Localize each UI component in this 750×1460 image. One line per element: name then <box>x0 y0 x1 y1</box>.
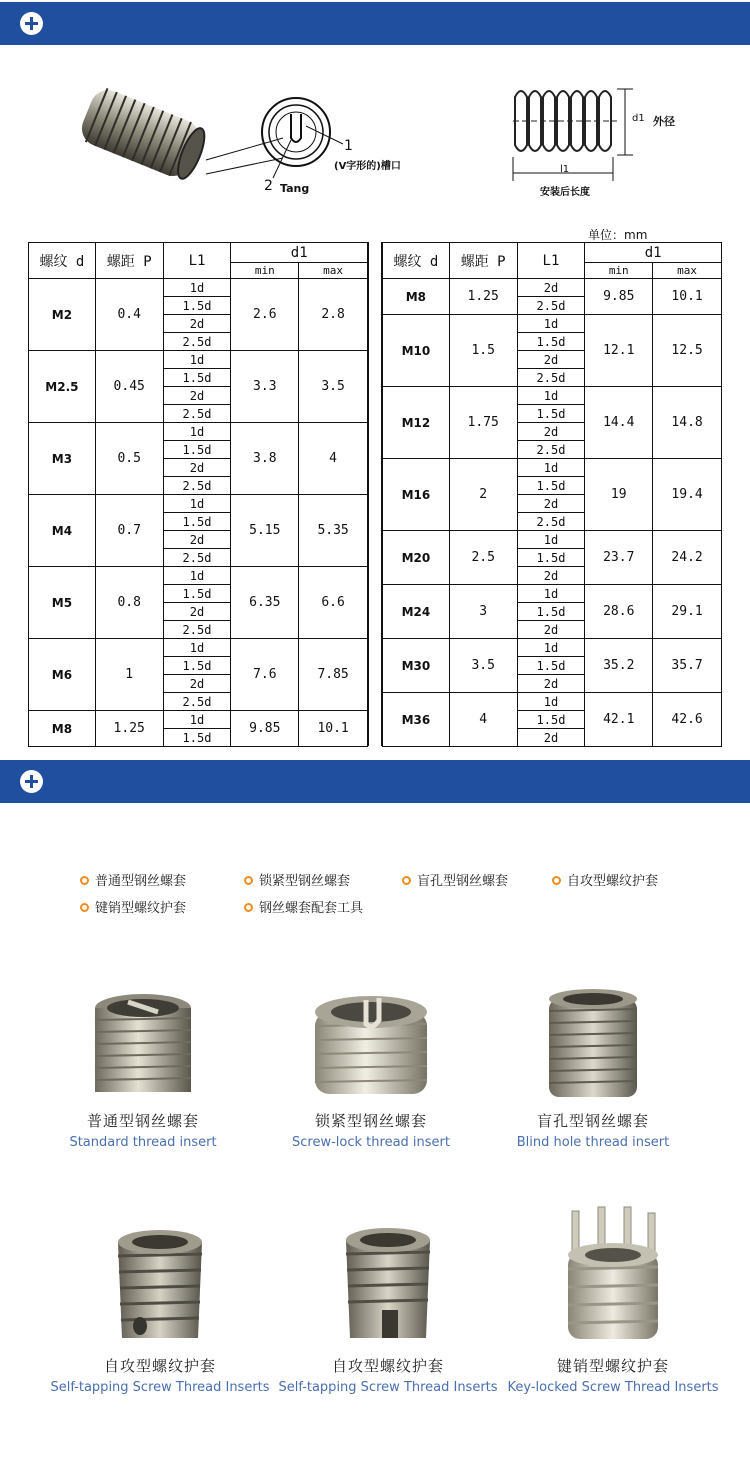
l1-cell: 2.5d <box>163 693 231 711</box>
product-card[interactable] <box>256 990 486 1150</box>
l1-label: l1 <box>560 164 570 175</box>
pitch-cell: 3.5 <box>449 639 517 693</box>
l1-cell: 2.5d <box>517 297 585 315</box>
l1-cell: 1.5d <box>163 297 231 315</box>
header-pitch: 螺距 P <box>95 243 163 279</box>
bullet-icon <box>80 876 89 885</box>
d1-max-cell: 7.85 <box>299 639 368 711</box>
product-name-cn: 键销型螺纹护套 <box>556 1357 669 1375</box>
pitch-cell: 1.75 <box>449 387 517 459</box>
d1-max-cell: 2.8 <box>299 279 368 351</box>
thread-size-cell: M5 <box>29 567 96 639</box>
l1-cell: 1d <box>163 567 231 585</box>
table-row <box>383 693 722 711</box>
d1-min-cell: 28.6 <box>585 585 653 639</box>
spec-table-right <box>382 242 722 747</box>
pitch-cell: 0.7 <box>95 495 163 567</box>
product-name-cn: 普通型钢丝螺套 <box>86 1112 199 1130</box>
product-name-en: Blind hole thread insert <box>516 1135 670 1150</box>
header-min: min <box>231 263 299 279</box>
d1-min-cell: 6.35 <box>231 567 299 639</box>
header-l1: L1 <box>517 243 585 279</box>
bullet-icon <box>244 876 253 885</box>
product-card[interactable] <box>45 1220 275 1395</box>
table-row <box>29 711 368 729</box>
l1-cell: 2d <box>517 495 585 513</box>
table-row <box>383 531 722 549</box>
thread-size-cell: M36 <box>383 693 450 747</box>
product-name-cn: 盲孔型钢丝螺套 <box>536 1112 649 1130</box>
tang-label: Tang <box>280 182 310 195</box>
installed-length-diagram <box>505 85 645 190</box>
l1-cell: 1d <box>517 459 585 477</box>
d1-min-cell: 3.8 <box>231 423 299 495</box>
l1-cell: 1.5d <box>517 711 585 729</box>
l1-cell: 2.5d <box>163 621 231 639</box>
d1-min-cell: 19 <box>585 459 653 531</box>
l1-cell: 1.5d <box>517 477 585 495</box>
l1-cell: 2.5d <box>517 369 585 387</box>
pitch-cell: 0.4 <box>95 279 163 351</box>
thread-size-cell: M2 <box>29 279 96 351</box>
pitch-cell: 4 <box>449 693 517 747</box>
d1-max-cell: 6.6 <box>299 567 368 639</box>
coil-tang-diagram <box>78 78 378 203</box>
pitch-cell: 0.8 <box>95 567 163 639</box>
thread-size-cell: M20 <box>383 531 450 585</box>
l1-cell: 2d <box>163 315 231 333</box>
header-thread: 螺纹 d <box>383 243 450 279</box>
l1-cell: 2.5d <box>517 441 585 459</box>
l1-cell: 1d <box>163 279 231 297</box>
bullet-icon <box>552 876 561 885</box>
thread-size-cell: M4 <box>29 495 96 567</box>
table-row <box>29 351 368 369</box>
header-d1: d1 <box>585 243 722 263</box>
l1-cell: 1.5d <box>517 549 585 567</box>
plus-circle-icon <box>20 770 43 793</box>
d1-max-cell: 10.1 <box>653 279 722 315</box>
table-divider <box>368 242 382 746</box>
header-max: max <box>299 263 368 279</box>
section-banner-top <box>0 2 750 45</box>
l1-cell: 2d <box>517 351 585 369</box>
thread-size-cell: M3 <box>29 423 96 495</box>
l1-cell: 1.5d <box>517 603 585 621</box>
category-link[interactable]: 钢丝螺套配套工具 <box>244 897 363 916</box>
d1-min-cell: 35.2 <box>585 639 653 693</box>
pitch-cell: 1 <box>95 639 163 711</box>
d1-max-cell: 3.5 <box>299 351 368 423</box>
table-row <box>29 495 368 513</box>
product-card[interactable] <box>478 985 708 1150</box>
l1-cell: 1.5d <box>517 405 585 423</box>
l1-cell: 1.5d <box>163 369 231 387</box>
table-row <box>29 279 368 297</box>
l1-cell: 2d <box>517 675 585 693</box>
l1-cell: 1d <box>517 693 585 711</box>
l1-cell: 1d <box>517 639 585 657</box>
d1-max-cell: 35.7 <box>653 639 722 693</box>
l1-cell: 2.5d <box>163 477 231 495</box>
l1-cell: 1d <box>163 711 231 729</box>
tang-number: 2 <box>264 178 273 194</box>
tang-note: (V字形的)槽口 <box>334 161 401 172</box>
l1-cell: 2d <box>517 621 585 639</box>
category-link[interactable]: 自攻型螺纹护套 <box>552 870 658 889</box>
table-row <box>383 315 722 333</box>
d1-max-cell: 14.8 <box>653 387 722 459</box>
d1-max-cell: 42.6 <box>653 693 722 747</box>
table-row <box>383 387 722 405</box>
l1-cell: 2d <box>163 387 231 405</box>
thread-size-cell: M8 <box>383 279 450 315</box>
bullet-icon <box>244 903 253 912</box>
product-card[interactable] <box>498 1205 728 1395</box>
pitch-cell: 0.5 <box>95 423 163 495</box>
d1-max-cell: 5.35 <box>299 495 368 567</box>
l1-cell: 2d <box>517 279 585 297</box>
d1-max-cell: 19.4 <box>653 459 722 531</box>
l1-cell: 1d <box>517 531 585 549</box>
table-row <box>29 639 368 657</box>
d1-min-cell: 23.7 <box>585 531 653 585</box>
d1-min-cell: 12.1 <box>585 315 653 387</box>
thread-size-cell: M24 <box>383 585 450 639</box>
unit-label: 单位：mm <box>588 228 648 242</box>
self-tapping-insert-image <box>112 1220 208 1345</box>
l1-cell: 1.5d <box>163 513 231 531</box>
header-min: min <box>585 263 653 279</box>
pitch-cell: 1.25 <box>95 711 163 747</box>
d1-min-cell: 9.85 <box>231 711 299 747</box>
l1-cell: 2d <box>163 603 231 621</box>
l1-cell: 2.5d <box>163 405 231 423</box>
l1-cell: 1.5d <box>163 441 231 459</box>
product-card[interactable] <box>273 1220 503 1395</box>
l1-cell: 1.5d <box>163 585 231 603</box>
pitch-cell: 2.5 <box>449 531 517 585</box>
d1-min-cell: 2.6 <box>231 279 299 351</box>
thread-size-cell: M10 <box>383 315 450 387</box>
l1-cell: 1d <box>163 351 231 369</box>
thread-size-cell: M6 <box>29 639 96 711</box>
category-link[interactable]: 键销型螺纹护套 <box>80 897 186 916</box>
d1-max-cell: 29.1 <box>653 585 722 639</box>
pitch-cell: 1.25 <box>449 279 517 315</box>
l1-cell: 1d <box>517 315 585 333</box>
l1-cell: 2d <box>163 531 231 549</box>
product-name-en: Self-tapping Screw Thread Inserts <box>50 1380 270 1395</box>
d1-label: d1 <box>632 113 645 124</box>
l1-cell: 2d <box>163 675 231 693</box>
thread-size-cell: M2.5 <box>29 351 96 423</box>
pitch-cell: 1.5 <box>449 315 517 387</box>
d1-max-cell: 10.1 <box>299 711 368 747</box>
pitch-cell: 2 <box>449 459 517 531</box>
l1-cell: 1.5d <box>163 657 231 675</box>
outer-diameter-label: 外径 <box>653 115 675 128</box>
blind-hole-insert-image <box>543 985 643 1100</box>
product-name-en: Screw-lock thread insert <box>292 1135 450 1150</box>
product-card[interactable] <box>28 990 258 1150</box>
table-row <box>383 279 722 297</box>
l1-cell: 1d <box>163 423 231 441</box>
category-link[interactable]: 普通型钢丝螺套 <box>80 870 186 889</box>
thread-size-cell: M8 <box>29 711 96 747</box>
l1-cell: 2d <box>517 729 585 747</box>
product-name-cn: 自攻型螺纹护套 <box>331 1357 444 1375</box>
thread-size-cell: M16 <box>383 459 450 531</box>
table-row <box>29 423 368 441</box>
spec-table-left <box>28 242 368 747</box>
product-name-en: Standard thread insert <box>69 1135 217 1150</box>
thread-size-cell: M30 <box>383 639 450 693</box>
table-row <box>383 639 722 657</box>
header-pitch: 螺距 P <box>449 243 517 279</box>
d1-min-cell: 9.85 <box>585 279 653 315</box>
installed-length-label: 安装后长度 <box>540 187 590 198</box>
standard-insert-image <box>88 990 198 1100</box>
table-row <box>383 585 722 603</box>
product-name-en: Key-locked Screw Thread Inserts <box>507 1380 719 1395</box>
table-row <box>383 459 722 477</box>
section-banner-products <box>0 760 750 803</box>
header-d1: d1 <box>231 243 368 263</box>
key-locked-insert-image <box>558 1205 668 1345</box>
l1-cell: 2d <box>517 423 585 441</box>
d1-min-cell: 42.1 <box>585 693 653 747</box>
d1-min-cell: 3.3 <box>231 351 299 423</box>
d1-min-cell: 14.4 <box>585 387 653 459</box>
d1-min-cell: 7.6 <box>231 639 299 711</box>
d1-max-cell: 4 <box>299 423 368 495</box>
header-thread: 螺纹 d <box>29 243 96 279</box>
l1-cell: 1d <box>163 495 231 513</box>
bullet-icon <box>80 903 89 912</box>
l1-cell: 1d <box>517 387 585 405</box>
product-name-cn: 锁紧型钢丝螺套 <box>314 1112 427 1130</box>
d1-min-cell: 5.15 <box>231 495 299 567</box>
l1-cell: 1d <box>163 639 231 657</box>
l1-cell: 1.5d <box>517 657 585 675</box>
d1-max-cell: 12.5 <box>653 315 722 387</box>
l1-cell: 1d <box>517 585 585 603</box>
self-tapping-slotted-insert-image <box>340 1220 436 1345</box>
table-row <box>29 567 368 585</box>
bullet-icon <box>402 876 411 885</box>
plus-circle-icon <box>20 12 43 35</box>
pitch-cell: 3 <box>449 585 517 639</box>
screw-lock-insert-image <box>311 990 431 1100</box>
thread-size-cell: M12 <box>383 387 450 459</box>
header-l1: L1 <box>163 243 231 279</box>
product-name-cn: 自攻型螺纹护套 <box>103 1357 216 1375</box>
d1-max-cell: 24.2 <box>653 531 722 585</box>
tang-marker: 1 <box>344 138 353 154</box>
l1-cell: 2.5d <box>163 549 231 567</box>
l1-cell: 2.5d <box>163 333 231 351</box>
l1-cell: 2d <box>163 459 231 477</box>
category-link[interactable]: 盲孔型钢丝螺套 <box>402 870 508 889</box>
pitch-cell: 0.45 <box>95 351 163 423</box>
l1-cell: 2.5d <box>517 513 585 531</box>
header-max: max <box>653 263 722 279</box>
l1-cell: 1.5d <box>517 333 585 351</box>
product-name-en: Self-tapping Screw Thread Inserts <box>278 1380 498 1395</box>
category-link[interactable]: 锁紧型钢丝螺套 <box>244 870 350 889</box>
l1-cell: 2d <box>517 567 585 585</box>
l1-cell: 1.5d <box>163 729 231 747</box>
